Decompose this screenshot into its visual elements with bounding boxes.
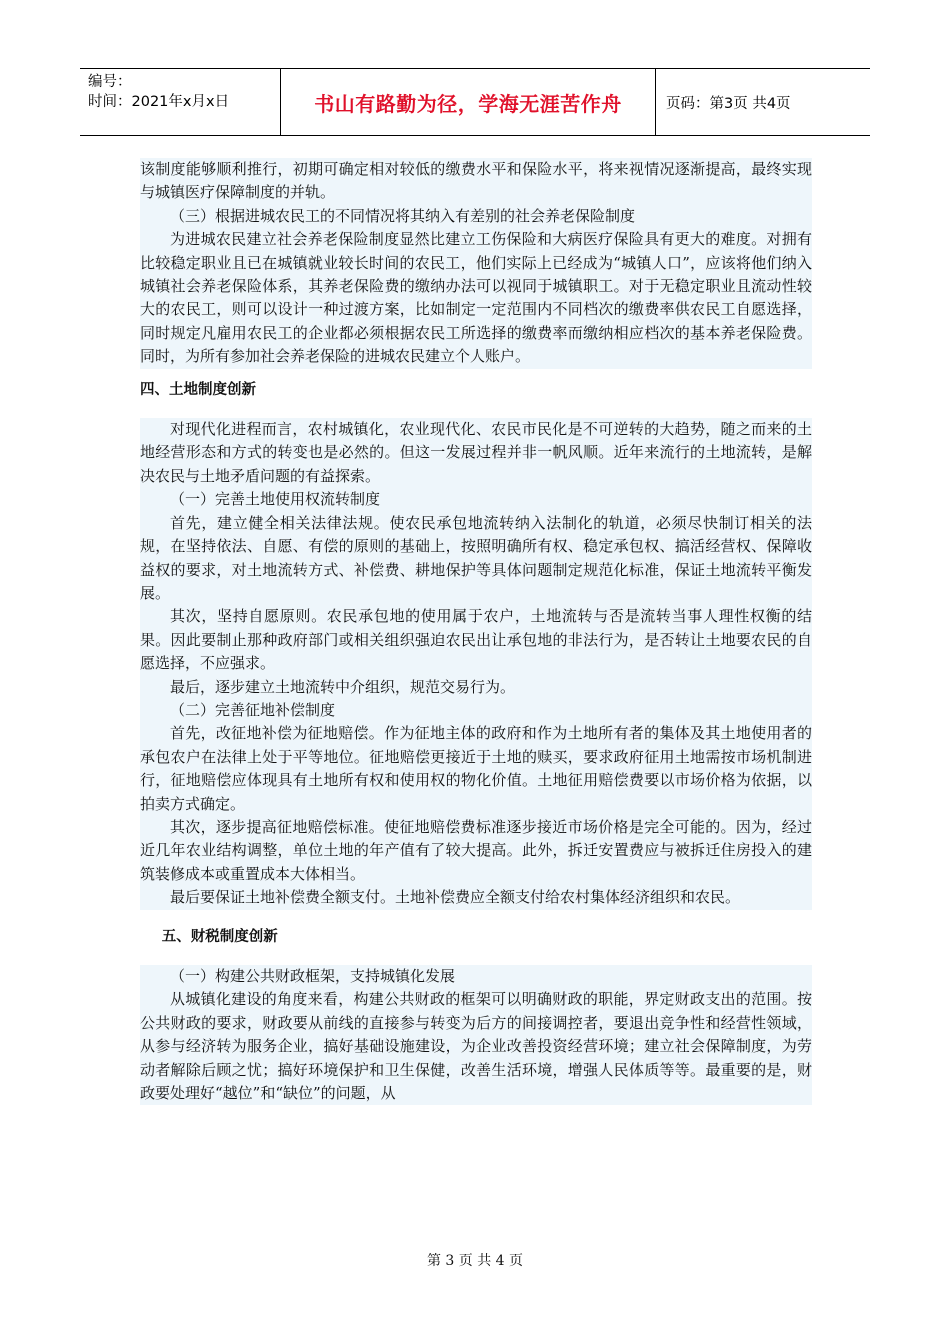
subheading: （一）构建公共财政框架，支持城镇化发展 <box>170 967 456 985</box>
tinted-block <box>140 418 812 910</box>
paragraph: 首先，建立健全相关法律法规。使农民承包地流转纳入法制化的轨道，必须尽快制订相关的法规，在坚持依法、自愿、有偿的原则的基础上，按照明确所有权、稳定承包权、搞活经营权、保障收益权的要求，对土地流转方式、补偿费、耕地保护等具体问题制定规范化标准，保证土地流转平衡发展。 <box>140 513 812 602</box>
page-header <box>80 68 870 136</box>
header-page-label: 页码：第3页 共4页 <box>666 95 791 112</box>
paragraph: 从城镇化建设的角度来看，构建公共财政的框架可以明确财政的职能，界定财政支出的范围。按公共财政的要求，财政要从前线的直接参与转变为后方的间接调控者，要退出竞争性和经营性领域，从参与经济转为服务企业，搞好基础设施建设，为企业改善投资经营环境；建立社会保障制度，为劳动者解除后顾之忧；搞好环境保护和卫生保健，改善生活环境，增强人民体质等等。最重要的是，财政要处理好“越位”和“缺位”的问题，从 <box>140 990 812 1103</box>
paragraph: 其次，坚持自愿原则。农民承包地的使用属于农户，土地流转与否是流转当事人理性权衡的结果。因此要制止那种政府部门或相关组织强迫农民出让承包地的非法行为，是否转让土地要农民的自愿选择，不应强求。 <box>140 607 812 673</box>
header-meta <box>80 69 280 135</box>
document-number-label: 编号： <box>88 74 132 90</box>
tinted-block <box>140 965 812 1105</box>
paragraph: 为进城农民建立社会养老保险制度显然比建立工伤保险和大病医疗保险具有更大的难度。对拥有比较稳定职业且已在城镇就业较长时间的农民工，他们实际上已经成为“城镇人口”，应该将他们纳入城镇社会养老保险体系，其养老保险费的缴纳办法可以视同于城镇职工。对于无稳定职业且流动性较大的农民工，则可以设计一种过渡方案，比如制定一定范围内不同档次的缴费率供农民工自愿选择，同时规定凡雇用农民工的企业都必须根据农民工所选择的缴费率而缴纳相应档次的基本养老保险费。同时，为所有参加社会养老保险的进城农民建立个人账户。 <box>140 230 812 366</box>
document-time-label: 时间：2021年x月x日 <box>88 94 230 110</box>
paragraph: 其次，逐步提高征地赔偿标准。使征地赔偿费标准逐步接近市场价格是完全可能的。因为，经过近几年农业结构调整，单位土地的年产值有了较大提高。此外，拆迁安置费应与被拆迁住房投入的建筑装修成本或重置成本大体相当。 <box>140 817 812 883</box>
paragraph: 对现代化进程而言，农村城镇化，农业现代化、农民市民化是不可逆转的大趋势，随之而来的土地经营形态和方式的转变也是必然的。但这一发展过程并非一帆风顺。近年来流行的土地流转，是解决农民与土地矛盾问题的有益探索。 <box>140 420 812 485</box>
document-body <box>140 158 812 1105</box>
paragraph: 首先，改征地补偿为征地赔偿。作为征地主体的政府和作为土地所有者的集体及其土地使用者的承包农户在法律上处于平等地位。征地赔偿更接近于土地的赎买，要求政府征用土地需按市场机制进行，征地赔偿应体现具有土地所有权和使用权的物化价值。土地征用赔偿费要以市场价格为依据，以拍卖方式确定。 <box>140 724 812 813</box>
section-heading-4: 四、土地制度创新 <box>140 381 256 398</box>
paragraph-continuation: 该制度能够顺利推行，初期可确定相对较低的缴费水平和保险水平，将来视情况逐渐提高，最终实现与城镇医疗保障制度的并轨。 <box>140 160 812 202</box>
subheading: （一）完善土地使用权流转制度 <box>170 490 381 509</box>
paragraph: 最后，逐步建立土地流转中介组织，规范交易行为。 <box>170 677 516 696</box>
header-motto: 书山有路勤为径，学海无涯苦作舟 <box>280 69 656 135</box>
page-footer-number: 第 3 页 共 4 页 <box>426 1253 524 1269</box>
paragraph: 最后要保证土地补偿费全额支付。土地补偿费应全额支付给农村集体经济组织和农民。 <box>170 888 741 907</box>
tinted-block <box>140 158 812 369</box>
section-heading-5: 五、财税制度创新 <box>161 928 278 945</box>
subheading: （二）完善征地补偿制度 <box>170 700 336 719</box>
subheading-3: （三）根据进城农民工的不同情况将其纳入有差别的社会养老保险制度 <box>170 206 636 225</box>
